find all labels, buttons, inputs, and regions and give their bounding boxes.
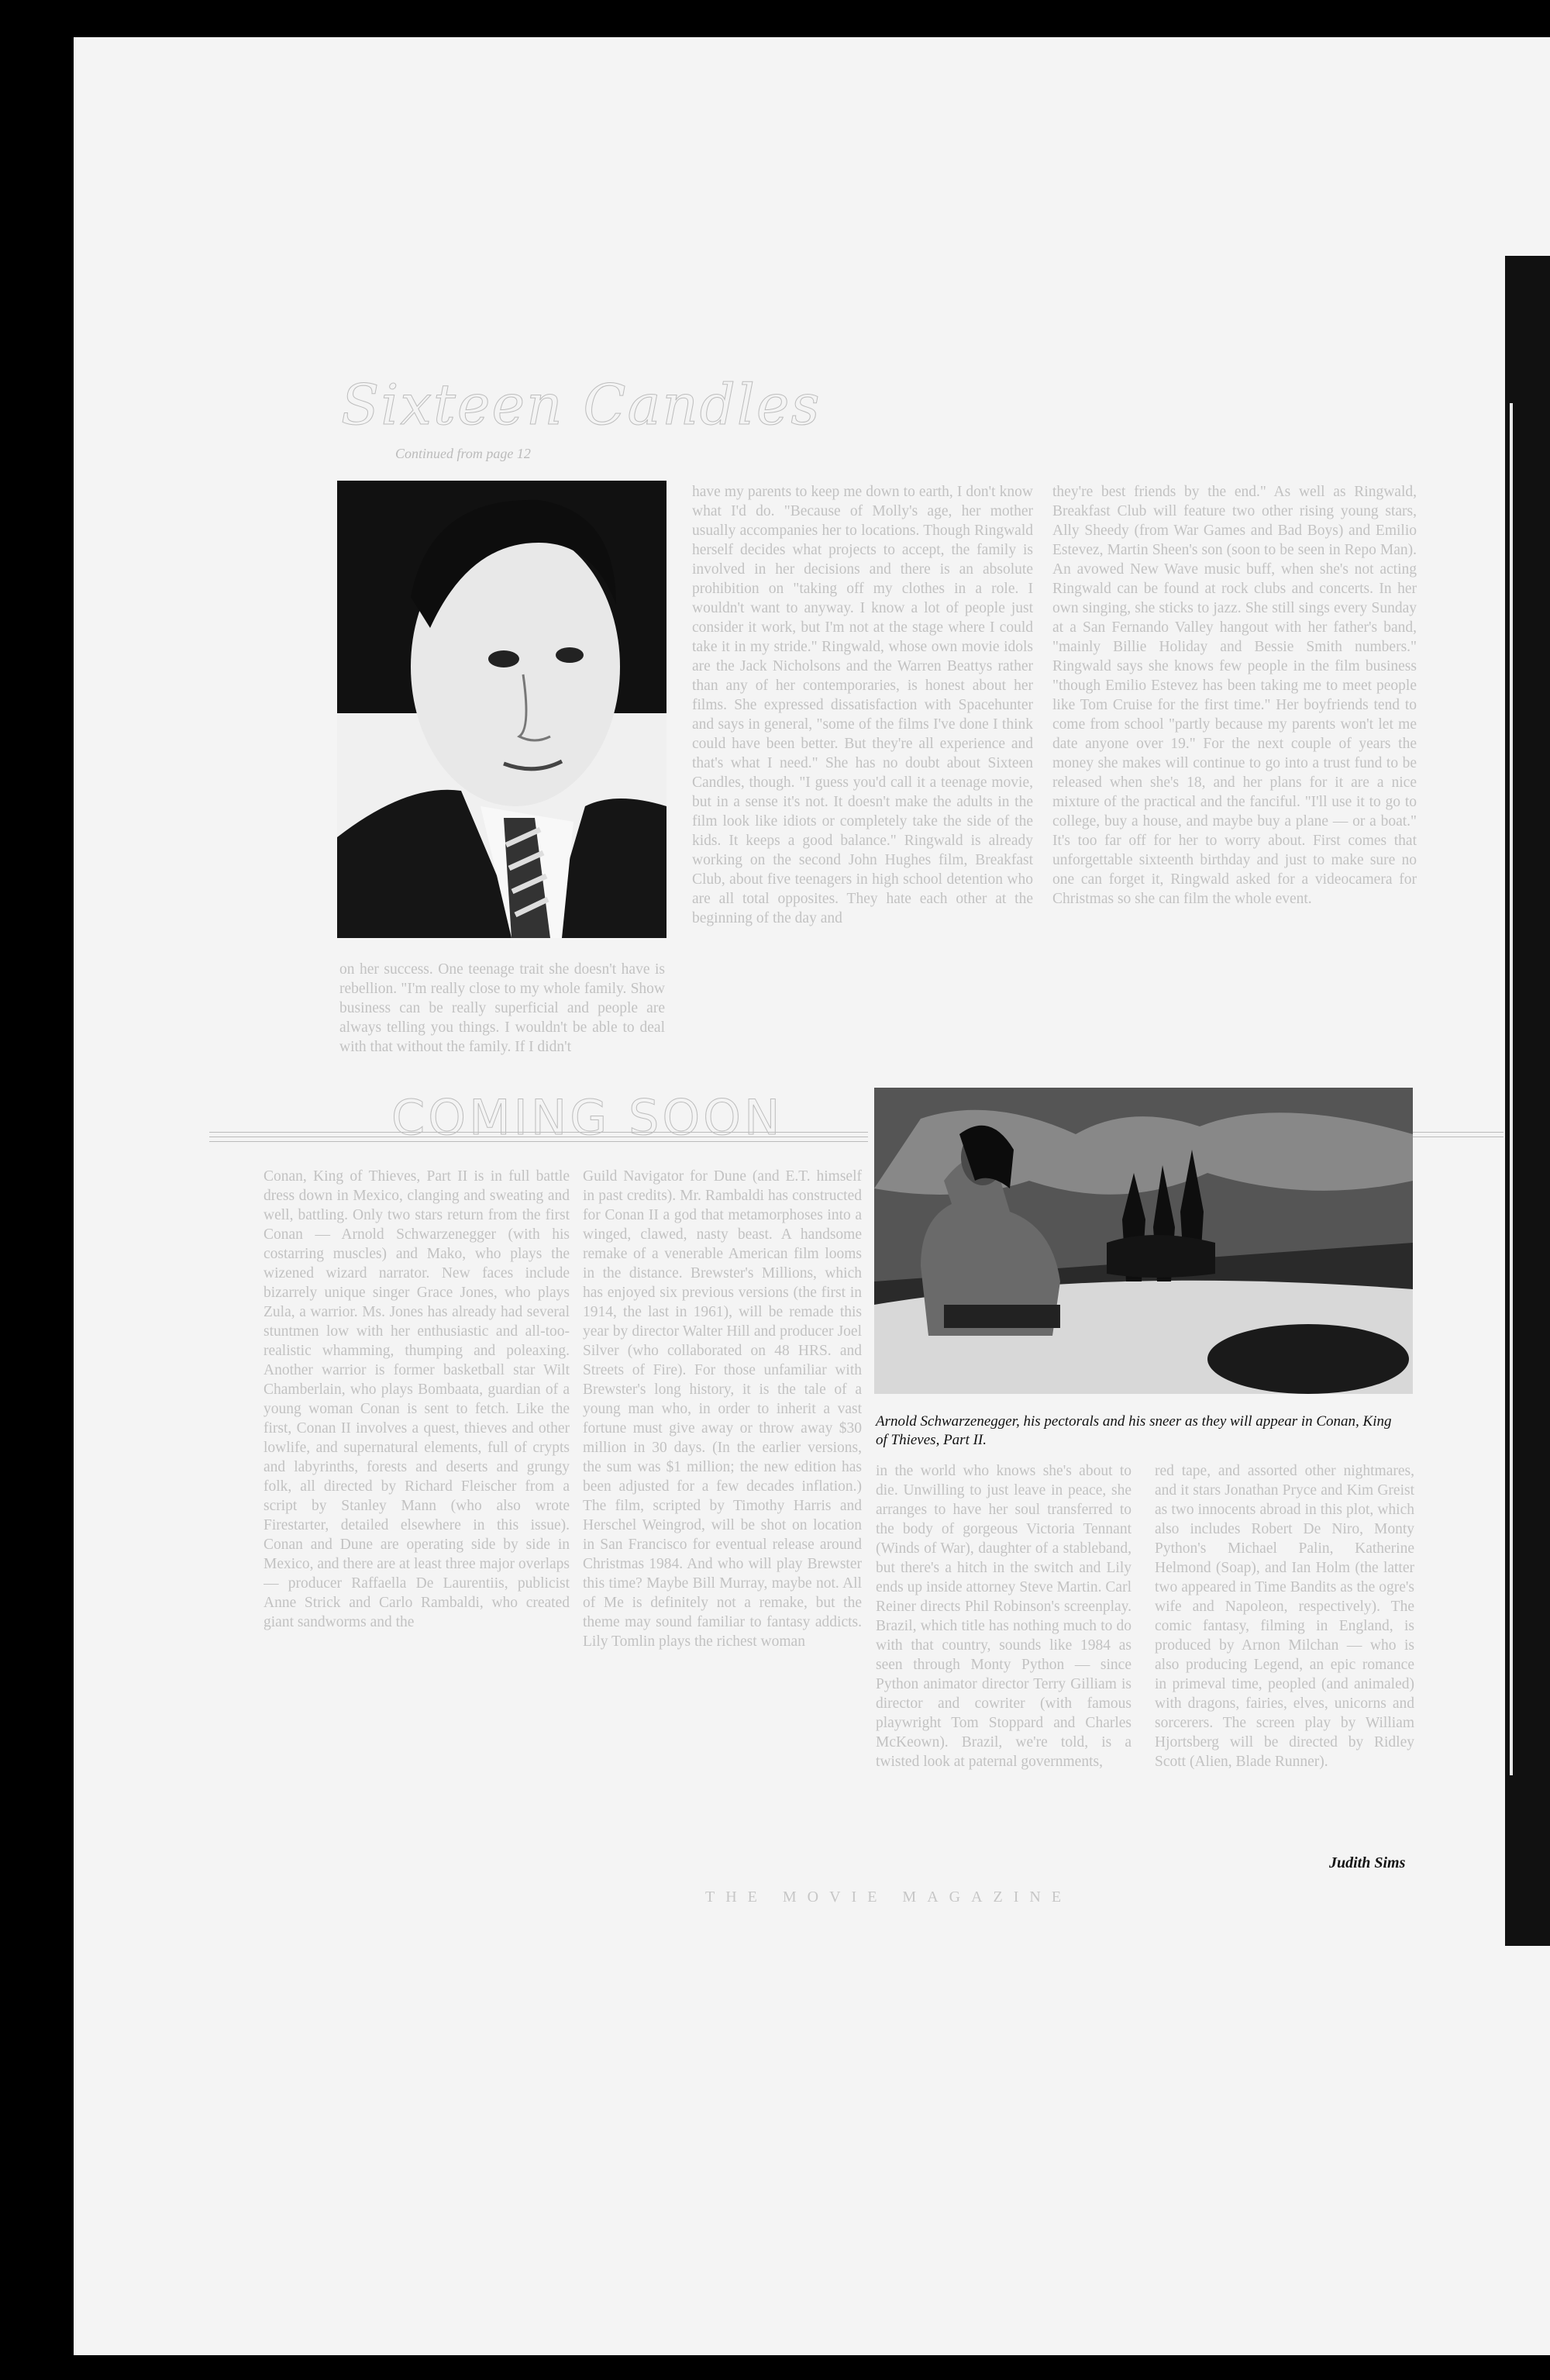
magazine-footer: THE MOVIE MAGAZINE bbox=[705, 1888, 1073, 1906]
article-column-3: they're best friends by the end." As well as Ringwald, Breakfast Club will feature two other rising young stars, Ally Sheedy (from War Games and Bad Boys) and Emilio Estevez, Martin Sheen's son (soon to be seen in Repo Man). An avowed New Wave music buff, when she's not acting Ringwald can be found at rock clubs and concerts. In her own singing, she sticks to jazz. She still sings every Sunday at a San Fernando Valley hangout with her father's band, "mainly Billie Holiday and Bessie Smith numbers." Ringwald says she knows few people in the film business "though Emilio Estevez has been taking me to meet people like Tom Cruise for the first time." Her boyfriends tend to come from school "partly because my parents won't let me date anyone over 19." For the next couple of years the money she makes will continue to go into a trust fund to be released when she's 18, and her plans for it are a nice mixture of the practical and the fanciful. "I'll use it to go to college, buy a house, and maybe buy a plane — or a boat." It's too far off for her to worry about. First comes that unforgettable sixteenth birthday and just to make sure no one can forget it, Ringwald asked for a videocamera for Christmas so she can film the whole event. bbox=[1052, 484, 1417, 907]
photo-caption: Arnold Schwarzenegger, his pectorals and his sneer as they will appear in Conan, King of Thieves, Part II. bbox=[876, 1413, 1392, 1448]
continued-note: Continued from page 12 bbox=[395, 446, 531, 461]
article-column-2: have my parents to keep me down to earth, I don't know what I'd do. "Because of Molly's age, her mother usually accompanies her to locations. Though Ringwald herself decides what projects to accept, the family is involved in her decisions and there is an absolute prohibition on "taking off my clothes in a role. I wouldn't want to anyway. I know a lot of people just consider it work, but I'm not at the stage where I could take it in my stride." Ringwald, whose own movie idols are the Jack Nicholsons and the Warren Beattys rather than any of her contemporaries, is honest about her films. She expressed dissatisfaction with Spacehunter and says in general, "some of the films I've done I think could have been better. But they're all experience and that's what I need." She has no doubt about Sixteen Candles, though. "I guess you'd call it a teenage movie, but in a sense it's not. It doesn't make the adults in the film look like idiots or completely take the side of the kids. It keeps a good balance." Ringwald is already working on the second John Hughes film, Breakfast Club, about five teenagers in high school detention who are all total opposites. They hate each other at the beginning of the day and bbox=[692, 484, 1033, 926]
coming-column-3: in the world who knows she's about to die. Unwilling to just leave in peace, she arranges to have her soul transferred to the body of gorgeous Victoria Tennant (Winds of War), daughter of a stableband, but there's a hitch in the switch and Lily ends up inside attorney Steve Martin. Carl Reiner directs Phil Robinson's screenplay. Brazil, which title has nothing much to do with that country, sounds like 1984 as seen through Monty Python — since Python animator director Terry Gilliam is director and cowriter (with famous playwright Tom Stoppard and Charles McKeown). Brazil, we're told, is a twisted look at paternal governments, bbox=[876, 1463, 1132, 1770]
coming-column-2: Guild Navigator for Dune (and E.T. himself in past credits). Mr. Rambaldi has constructed for Conan II a god that metamorphoses into a winged, clawed, nasty beast. A handsome remake of a venerable American film looms in the distance. Brewster's Millions, which has enjoyed six previous versions (the first in 1914, the last in 1961), will be remade this year by director Walter Hill and producer Joel Silver (who collaborated on 48 HRS. and Streets of Fire). For those unfamiliar with Brewster's long history, it is the tale of a young man who, in order to inherit a vast fortune must give away or throw away $30 million in 30 days. (In the earlier versions, the sum was $1 million; the new edition has been adjusted for a few decades inflation.) The film, scripted by Timothy Harris and Herschel Weingrod, will be shot on location in San Francisco for eventual release around Christmas 1984. And who will play Brewster this time? Maybe Bill Murray, maybe not. All of Me is definitely not a remake, but the theme may sound familiar to fantasy addicts. Lily Tomlin plays the richest woman bbox=[583, 1168, 862, 1650]
conan-photo bbox=[874, 1088, 1413, 1394]
coming-soon-heading: COMING SOON bbox=[391, 1089, 784, 1146]
coming-column-1: Conan, King of Thieves, Part II is in full battle dress down in Mexico, clanging and sweating and well, battling. Only two stars return from the first Conan — Arnold Schwarzenegger (with his costarring muscles) and Mako, who plays the wizened wizard narrator. New faces include bizarrely unique singer Grace Jones, who plays Zula, a warrior. Ms. Jones has already had several stuntmen low with her enthusiastic and all-too-realistic whamming, thumping and poleaxing. Another warrior is former basketball star Wilt Chamberlain, who plays Bombaata, guardian of a young woman Conan is sent to fetch. Like the first, Conan II involves a quest, thieves and other lowlife, and supernatural elements, full of crypts and labyrinths, forests and deserts and grungy folk, all directed by Richard Fleischer from a script by Stanley Mann (who also wrote Firestarter, detailed elsewhere in this issue). Conan and Dune are operating side by side in Mexico, and there are at least three major overlaps — producer Raffaella De Laurentiis, publicist Anne Strick and Carlo Rambaldi, who created giant sandworms and the bbox=[264, 1168, 570, 1630]
coming-column-4: red tape, and assorted other nightmares, and it stars Jonathan Pryce and Kim Greist as two innocents abroad in this plot, which also includes Robert De Niro, Monty Python's Michael Palin, Katherine Helmond (Soap), and Ian Holm (the latter two appeared in Time Bandits as the ogre's wife and Napoleon, respectively). The comic fantasy, filming in England, is produced by Arnon Milchan — who is also producing Legend, an epic romance in primeval time, peopled (and animaled) with dragons, fairies, elves, unicorns and sorcerers. The screen play by William Hjortsberg will be directed by Ridley Scott (Alien, Blade Runner). bbox=[1155, 1463, 1414, 1770]
article-title: Sixteen Candles bbox=[341, 372, 822, 437]
heading-rule-right bbox=[1410, 1132, 1504, 1133]
article-column-1-tail: on her success. One teenage trait she doesn't have is rebellion. "I'm really close to my whole family. Show business can be really superficial and people are always telling you things. I wouldn't be able to deal with that without the family. If I didn't bbox=[339, 961, 665, 1055]
portrait-photo bbox=[337, 481, 666, 938]
byline: Judith Sims bbox=[1329, 1854, 1406, 1871]
adjacent-page-edge bbox=[1505, 256, 1550, 1946]
